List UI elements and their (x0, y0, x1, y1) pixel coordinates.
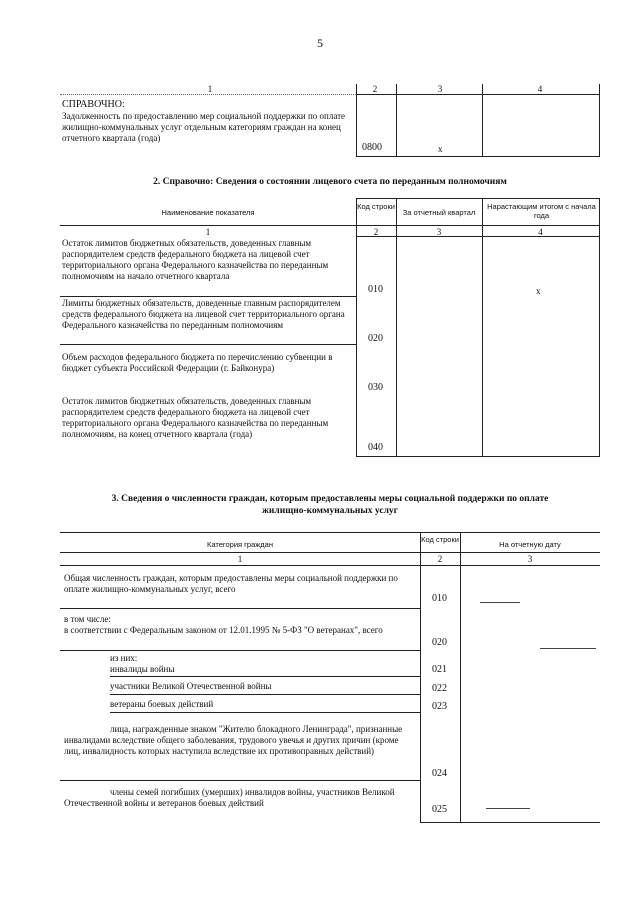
divider (396, 84, 397, 156)
col-number-2: 2 (437, 554, 443, 564)
row-prefix: в том числе: (64, 614, 111, 624)
divider (420, 822, 600, 823)
row-label: Объем расходов федерального бюджета по перечислению субвенции в бюджет субъекта Российской Федерации (г. Байконура) (62, 352, 333, 373)
divider (482, 84, 483, 156)
divider (356, 94, 600, 95)
row-code: 010 (432, 593, 447, 604)
section3-title-line1: 3. Сведения о численности граждан, которым предоставлены меры социальной поддержки по оплате (111, 494, 549, 504)
value-placeholder (480, 602, 520, 603)
divider (60, 344, 356, 345)
section1-code: 0800 (362, 142, 382, 153)
section2-title: 2. Справочно: Сведения о состоянии лицевого счета по переданным полномочиям (153, 177, 507, 187)
col-number-1: 1 (237, 554, 243, 564)
divider (356, 84, 357, 156)
row-label: участники Великой Отечественной войны (110, 681, 272, 691)
row-code: 022 (432, 683, 447, 694)
row-label: Остаток лимитов бюджетных обязательств, доведенных главным распорядителем средств федерального бюджета на лицевой счет территориального органа Федерального казначейства по переданным полномочиям, на конец отчетного квартала (года) (62, 396, 329, 439)
col-number-4: 4 (538, 227, 543, 237)
col-number-2: 2 (373, 227, 379, 237)
row-label: в соответствии с Федеральным законом от 12.01.1995 № 5-ФЗ "О ветеранах", всего (64, 625, 383, 635)
divider (60, 225, 600, 226)
col-number-2: 2 (372, 84, 378, 94)
divider (60, 296, 356, 297)
row-code: 021 (432, 664, 447, 675)
row-prefix: из них: (110, 653, 138, 663)
divider (356, 156, 600, 157)
section1-text: Задолженность по предоставлению мер социальной поддержки по оплате жилищно-коммунальных услуг отдельным категориям граждан на конец отчетного квартала (года) (62, 111, 346, 143)
divider (110, 694, 420, 695)
col-number-4: 4 (537, 84, 543, 94)
divider (60, 608, 420, 609)
row-label: инвалиды войны (110, 664, 175, 674)
divider (356, 198, 600, 199)
section1-heading: СПРАВОЧНО: (62, 99, 125, 110)
col-number-1: 1 (207, 84, 213, 94)
divider (356, 456, 600, 457)
divider (60, 780, 420, 781)
section3-title-line2: жилищно-коммунальных услуг (262, 506, 398, 516)
col-number-1: 1 (205, 227, 211, 237)
row-code: 040 (368, 442, 383, 453)
row-label: ветераны боевых действий (110, 699, 214, 709)
header-date: На отчетную дату (499, 540, 561, 549)
header-name: Наименование показателя (161, 208, 255, 217)
row-code: 025 (432, 804, 447, 815)
col-number-3: 3 (437, 84, 443, 94)
value-placeholder (486, 808, 530, 809)
header-period: За отчетный квартал (402, 208, 476, 217)
row-label: Общая численность граждан, которым предоставлены меры социальной поддержки по оплате жилищно-коммунальных услуг, всего (64, 573, 398, 594)
row-code: 020 (432, 637, 447, 648)
row-code: 020 (368, 333, 383, 344)
col-number-3: 3 (527, 554, 533, 564)
divider (420, 532, 421, 822)
divider (60, 532, 600, 533)
header-category: Категория граждан (207, 540, 273, 549)
divider (356, 236, 600, 237)
divider (60, 565, 600, 566)
row-label: Лимиты бюджетных обязательств, доведенные главным распорядителем средств федерального бюджета на лицевой счет территориального органа Федерального казначейства по переданным полномочиям (62, 298, 345, 330)
section1-col3-value: x (438, 144, 443, 154)
row-code: 024 (432, 768, 447, 779)
row-code: 030 (368, 382, 383, 393)
divider (60, 94, 356, 95)
divider (110, 712, 420, 713)
value-placeholder (540, 648, 596, 649)
col-number-3: 3 (436, 227, 442, 237)
row-label: Остаток лимитов бюджетных обязательств, доведенных главным распорядителем средств федерального бюджета на лицевой счет территориального органа Федерального казначейства по переданным полномочиям на начало отчетного квартала (62, 238, 329, 281)
row-code: 010 (368, 284, 383, 295)
divider (60, 552, 600, 553)
divider (599, 84, 600, 156)
divider (460, 532, 461, 822)
divider (110, 676, 420, 677)
row-label: члены семей погибших (умерших) инвалидов войны, участников Великой Отечественной войны и ветеранов боевых действий (64, 787, 395, 808)
header-code: Код строки (357, 202, 395, 211)
header-cumulative: Нарастающим итогом с начала года (487, 202, 596, 220)
divider (60, 650, 420, 651)
header-code: Код строки (421, 535, 459, 544)
row-code: 023 (432, 701, 447, 712)
row-label: лица, награжденные знаком "Жителю блокадного Ленинграда", признанные инвалидами вследствие общего заболевания, трудового увечья и других причин (кроме лиц, инвалидность которых наступила вследствие их противоправных действий) (64, 724, 403, 756)
page-number: 5 (317, 36, 323, 50)
row-col4-value: x (536, 286, 541, 296)
